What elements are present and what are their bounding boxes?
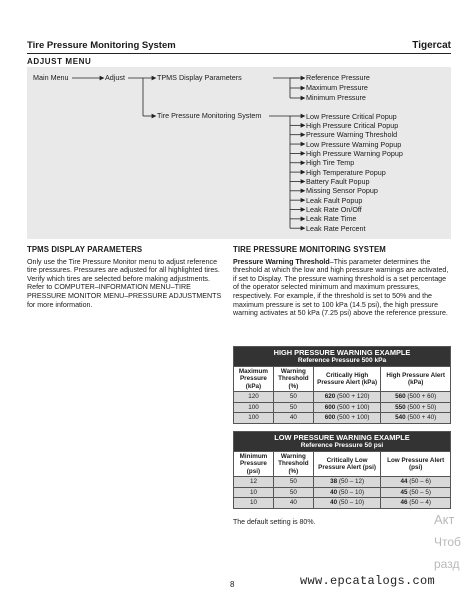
low-pressure-table xyxy=(233,431,451,509)
table-caption xyxy=(234,432,451,452)
column-header: Critically Low Pressure Alert (psi) xyxy=(313,452,381,477)
high-pressure-table xyxy=(233,346,451,424)
table-row: 10 50 40 (50 – 10) 45 (50 – 5) xyxy=(234,487,451,498)
menu-leaf-system-item: High Pressure Critical Popup xyxy=(306,120,399,130)
column-header: Warning Threshold (%) xyxy=(273,452,313,477)
header-rule xyxy=(27,53,451,54)
table-row: 120 50 620 (500 + 120) 560 (500 + 60) xyxy=(234,392,451,403)
table-subtitle: Reference Pressure 50 psi xyxy=(300,442,384,449)
menu-node-main: Main Menu xyxy=(33,73,69,82)
adjust-menu-diagram xyxy=(27,67,451,239)
brand-name: Tigercat xyxy=(412,40,451,51)
document-title: Tire Pressure Monitoring System xyxy=(27,40,176,51)
column-header: Warning Threshold (%) xyxy=(273,367,313,392)
menu-leaf-system-item: Pressure Warning Threshold xyxy=(306,130,398,140)
column-header: Minimum Pressure (psi) xyxy=(234,452,274,477)
menu-leaf-system-item: High Tire Temp xyxy=(306,158,355,168)
section-title: ADJUST MENU xyxy=(27,57,92,66)
activation-line: Чтоб xyxy=(434,535,461,549)
menu-leaf-system-item: High Pressure Warning Popup xyxy=(306,148,403,158)
body-text: –This parameter determines the threshold at which the low and high pressure warnings are activated, if set to Display. The pressure warning threshold is a set percentage of the operator selected minimum and maximum pressures, respectively. For example, if the threshold is set to 50% and the maximum pressure is set to 100 kPa (14.5 psi), the high pressure warning activates at 50 kPa (7.25 psi) above the reference pressure. xyxy=(233,257,449,318)
table-title: HIGH PRESSURE WARNING EXAMPLE xyxy=(273,348,411,357)
activation-line: Акт xyxy=(434,512,455,527)
menu-leaf-system-item: Battery Fault Popup xyxy=(306,176,370,186)
column-header: Maximum Pressure (kPa) xyxy=(234,367,274,392)
table-row: 10 40 40 (50 – 10) 46 (50 – 4) xyxy=(234,498,451,509)
table-subtitle: Reference Pressure 500 kPa xyxy=(297,357,387,364)
column-header: High Pressure Alert (kPa) xyxy=(381,367,451,392)
lead-term: Pressure Warning Threshold xyxy=(233,257,330,266)
table-caption xyxy=(234,347,451,367)
menu-leaf-system-item: High Temperature Popup xyxy=(306,167,386,177)
table-row: 100 50 600 (500 + 100) 550 (500 + 50) xyxy=(234,402,451,413)
section-body: Only use the Tire Pressure Monitor menu to adjust reference tire pressures. Pressures are adjusted for all highlighted tires. Verify which tires are selected before making adjustments. Refer to COMPUTER–INFORMATION MENU–TIRE PRESSURE MONITOR MENU–PRESSURE ADJUSTMENTS for more information. xyxy=(27,257,222,309)
tpms-display-section xyxy=(27,246,222,309)
menu-node-adjust: Adjust xyxy=(105,73,125,82)
menu-leaf-system-item: Missing Sensor Popup xyxy=(306,186,378,196)
default-setting-note: The default setting is 80%. xyxy=(233,519,316,526)
menu-node-tpms-system: Tire Pressure Monitoring System xyxy=(157,111,262,120)
menu-leaf-minimum-pressure: Minimum Pressure xyxy=(306,93,366,102)
section-heading: TIRE PRESSURE MONITORING SYSTEM xyxy=(233,245,386,254)
menu-leaf-reference-pressure: Reference Pressure xyxy=(306,73,370,82)
menu-leaf-system-item: Leak Rate Percent xyxy=(306,223,366,233)
section-heading: TPMS DISPLAY PARAMETERS xyxy=(27,245,143,254)
column-header: Critically High Pressure Alert (kPa) xyxy=(313,367,381,392)
column-header: Low Pressure Alert (psi) xyxy=(381,452,451,477)
menu-leaf-maximum-pressure: Maximum Pressure xyxy=(306,83,368,92)
watermark-url: www.epcatalogs.com xyxy=(300,574,436,588)
page-number: 8 xyxy=(230,580,235,589)
section-body xyxy=(233,258,451,318)
menu-leaf-system-item: Low Pressure Warning Popup xyxy=(306,139,402,149)
menu-leaf-system-item: Leak Rate On/Off xyxy=(306,205,362,214)
activation-overlay xyxy=(434,509,461,575)
table-row: 100 40 600 (500 + 100) 540 (500 + 40) xyxy=(234,413,451,424)
table-title: LOW PRESSURE WARNING EXAMPLE xyxy=(274,433,410,442)
activation-line: разд xyxy=(434,557,460,571)
tpms-system-section xyxy=(233,246,451,318)
menu-leaf-system-item: Leak Fault Popup xyxy=(306,195,363,205)
menu-node-tpms-display: TPMS Display Parameters xyxy=(157,73,242,82)
menu-leaf-system-item: Low Pressure Critical Popup xyxy=(306,111,397,121)
menu-leaf-system-item: Leak Rate Time xyxy=(306,214,357,224)
table-row: 12 50 38 (50 – 12) 44 (50 – 6) xyxy=(234,477,451,488)
